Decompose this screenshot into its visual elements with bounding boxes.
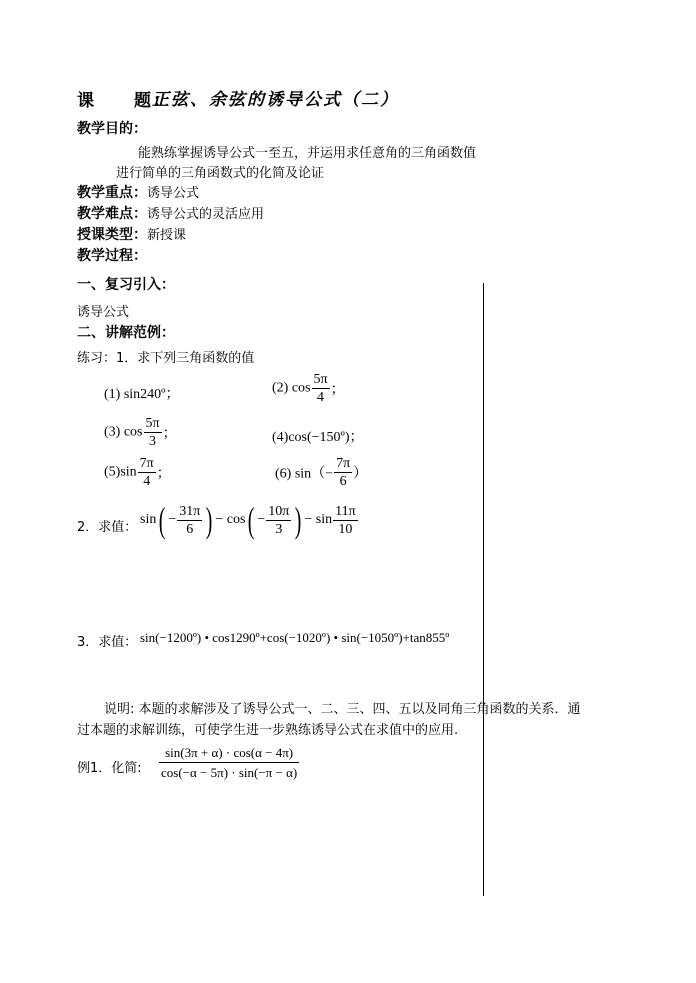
- q2-fraction-3: $\frac{11\pi}{10}$: [335, 503, 356, 537]
- problem-4: (4)cos(−150º)；: [272, 430, 364, 445]
- lesson-title: 正弦、余弦的诱导公式（二）: [152, 90, 399, 110]
- lesson-type-row: [77, 224, 186, 244]
- question-2-expression: sin( − $\frac{31\pi}{6}$ ) − cos( − $\frac{10\pi}{3}$ ) − sin $\frac{11\pi}{10}$: [140, 500, 356, 540]
- q2-fraction-2: $\frac{10\pi}{3}$: [268, 503, 290, 537]
- note-line-2: 过本题的求解训练，可使学生进一步熟练诱导公式在求值中的应用.: [77, 723, 459, 738]
- section-2-heading: 二、讲解范例：: [77, 325, 175, 341]
- difficulty-label: 教学难点：: [77, 206, 147, 222]
- close-paren: ): [206, 500, 213, 540]
- key-point-row: [77, 182, 199, 202]
- problem-3-fraction: $\frac{5\pi}{3}$: [145, 416, 160, 449]
- problem-2-func: (2) cos: [272, 380, 311, 396]
- q2-fraction-1: $\frac{31\pi}{6}$: [179, 503, 201, 537]
- note-line-1: 说明: 本题的求解涉及了诱导公式一、二、三、四、五以及同角三角函数的关系．通: [104, 702, 581, 717]
- example-1-fraction: [158, 745, 300, 780]
- question-2-label: 2．求值：: [77, 520, 138, 535]
- open-paren: (: [248, 500, 255, 540]
- example-1-numerator: sin(3π + α) · cos(α − 4π): [159, 745, 299, 763]
- lesson-type-value: 新授课: [147, 228, 187, 243]
- problem-5: (5)sin $\frac{7\pi}{4}$ ；: [104, 456, 171, 489]
- problem-6-func: (6) sin（−: [275, 466, 334, 482]
- key-point-value: 诱导公式: [147, 186, 200, 201]
- open-paren: (: [159, 500, 166, 540]
- margin-rule: [483, 283, 484, 896]
- problem-1: (1) sin240º；: [104, 387, 180, 402]
- exercise-intro: 练习：1．求下列三角函数的值: [77, 351, 255, 366]
- lesson-title-label: 课 题：: [77, 91, 172, 111]
- problem-6: (6) sin（− $\frac{7\pi}{6}$ ）: [275, 456, 368, 489]
- section-1-body: 诱导公式: [77, 305, 130, 320]
- problem-2: (2) cos $\frac{5\pi}{4}$ ；: [272, 372, 345, 405]
- lesson-type-label: 授课类型：: [77, 227, 147, 243]
- problem-3: (3) cos $\frac{5\pi}{3}$ ；: [104, 416, 177, 449]
- problem-5-func: (5)sin: [104, 464, 137, 480]
- objectives-line-2: 进行简单的三角函数式的化简及论证: [116, 166, 325, 181]
- difficulty-value: 诱导公式的灵活应用: [147, 207, 265, 222]
- problem-6-fraction: $\frac{7\pi}{6}$: [336, 456, 351, 489]
- section-1-heading: 一、复习引入：: [77, 277, 175, 293]
- objectives-label: 教学目的：: [77, 121, 147, 137]
- problem-5-fraction: $\frac{7\pi}{4}$: [139, 456, 154, 489]
- problem-3-func: (3) cos: [104, 424, 143, 440]
- key-point-label: 教学重点：: [77, 185, 147, 201]
- problem-2-fraction: $\frac{5\pi}{4}$: [313, 372, 328, 405]
- objectives-line-1: 能熟练掌握诱导公式一至五，并运用求任意角的三角函数值: [138, 146, 477, 161]
- example-1-label: 例1．化简:: [77, 761, 142, 776]
- difficulty-row: [77, 203, 264, 223]
- question-3-expression: sin(−1200º) • cos1290º+cos(−1020º) • sin(−1050º)+tan855º: [140, 630, 450, 645]
- process-label: 教学过程：: [77, 248, 147, 264]
- example-1-denominator: cos(−α − 5π) · sin(−π − α): [161, 765, 298, 780]
- question-3-label: 3．求值：: [77, 635, 138, 650]
- close-paren: ): [295, 500, 302, 540]
